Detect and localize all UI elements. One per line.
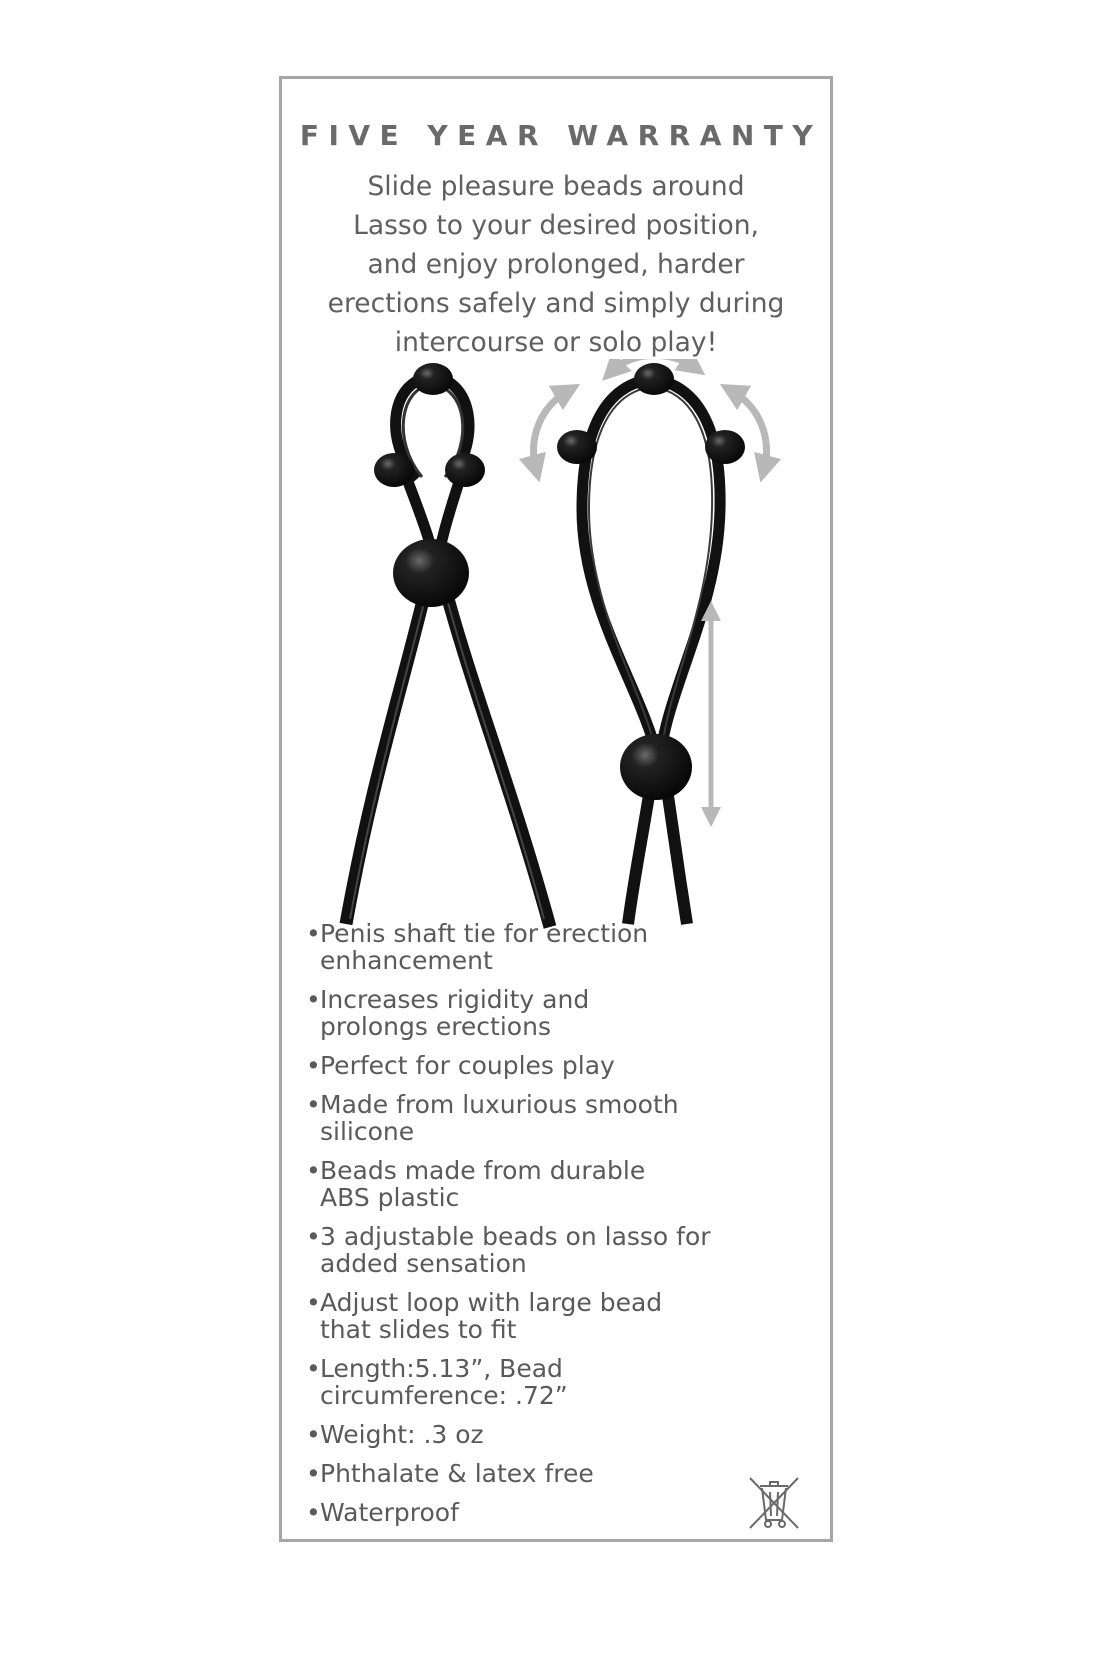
feature-text: Adjust loop with large bead: [320, 1288, 663, 1317]
feature-text: Penis shaft tie for erection: [320, 919, 649, 948]
feature-text: added sensation: [320, 1249, 527, 1278]
feature-list: [304, 920, 784, 1538]
bullet: •: [306, 919, 321, 948]
intro-line: intercourse or solo play!: [394, 327, 718, 358]
bullet: •: [306, 1222, 321, 1251]
large-bead: [620, 734, 692, 800]
feature-item: [304, 1421, 784, 1448]
bullet: •: [306, 985, 321, 1014]
bullet: •: [306, 1051, 321, 1080]
feature-text: circumference: .72”: [320, 1381, 568, 1410]
small-bead: [705, 430, 745, 464]
feature-text: Length:5.13”, Bead: [320, 1354, 563, 1383]
small-bead: [374, 453, 414, 487]
small-bead: [557, 430, 597, 464]
small-bead: [445, 453, 485, 487]
feature-text: Weight: .3 oz: [320, 1420, 484, 1449]
feature-text: Perfect for couples play: [320, 1051, 615, 1080]
small-bead: [634, 363, 674, 395]
feature-text: prolongs erections: [320, 1012, 551, 1041]
small-bead: [413, 363, 453, 395]
bullet: •: [306, 1090, 321, 1119]
feature-text: that slides to fit: [320, 1315, 517, 1344]
feature-text: Made from luxurious smooth: [320, 1090, 679, 1119]
feature-text: Phthalate & latex free: [320, 1459, 594, 1488]
feature-text: Increases rigidity and: [320, 985, 590, 1014]
crossed-out-wheelie-bin-icon: [746, 1474, 802, 1532]
bullet: •: [306, 1420, 321, 1449]
feature-item: [304, 1355, 784, 1409]
feature-item: [304, 1157, 784, 1211]
package-panel: [279, 76, 833, 1542]
feature-item: [304, 1289, 784, 1343]
feature-text: 3 adjustable beads on lasso for: [320, 1222, 711, 1251]
intro-line: Slide pleasure beads around: [367, 171, 745, 202]
left-lasso-tie: [346, 363, 550, 927]
feature-item: [304, 1223, 784, 1277]
right-lasso-tie: [557, 363, 745, 924]
bullet: •: [306, 1498, 321, 1527]
feature-item: [304, 1460, 784, 1487]
feature-item: [304, 986, 784, 1040]
feature-text: enhancement: [320, 946, 493, 975]
intro-line: erections safely and simply during: [327, 288, 785, 319]
intro-paragraph: [282, 167, 830, 362]
bullet: •: [306, 1156, 321, 1185]
feature-item: [304, 1091, 784, 1145]
warranty-heading: FIVE YEAR WARRANTY: [299, 119, 823, 152]
intro-line: and enjoy prolonged, harder: [367, 249, 745, 280]
feature-text: Beads made from durable: [320, 1156, 646, 1185]
product-illustration: [282, 359, 830, 999]
feature-text: ABS plastic: [320, 1183, 460, 1212]
feature-item: [304, 1052, 784, 1079]
feature-item: [304, 1499, 784, 1526]
bullet: •: [306, 1354, 321, 1383]
feature-item: [304, 920, 784, 974]
bullet: •: [306, 1288, 321, 1317]
feature-text: Waterproof: [320, 1498, 459, 1527]
intro-line: Lasso to your desired position,: [353, 210, 759, 241]
large-bead: [393, 539, 469, 607]
feature-text: silicone: [320, 1117, 415, 1146]
bullet: •: [306, 1459, 321, 1488]
